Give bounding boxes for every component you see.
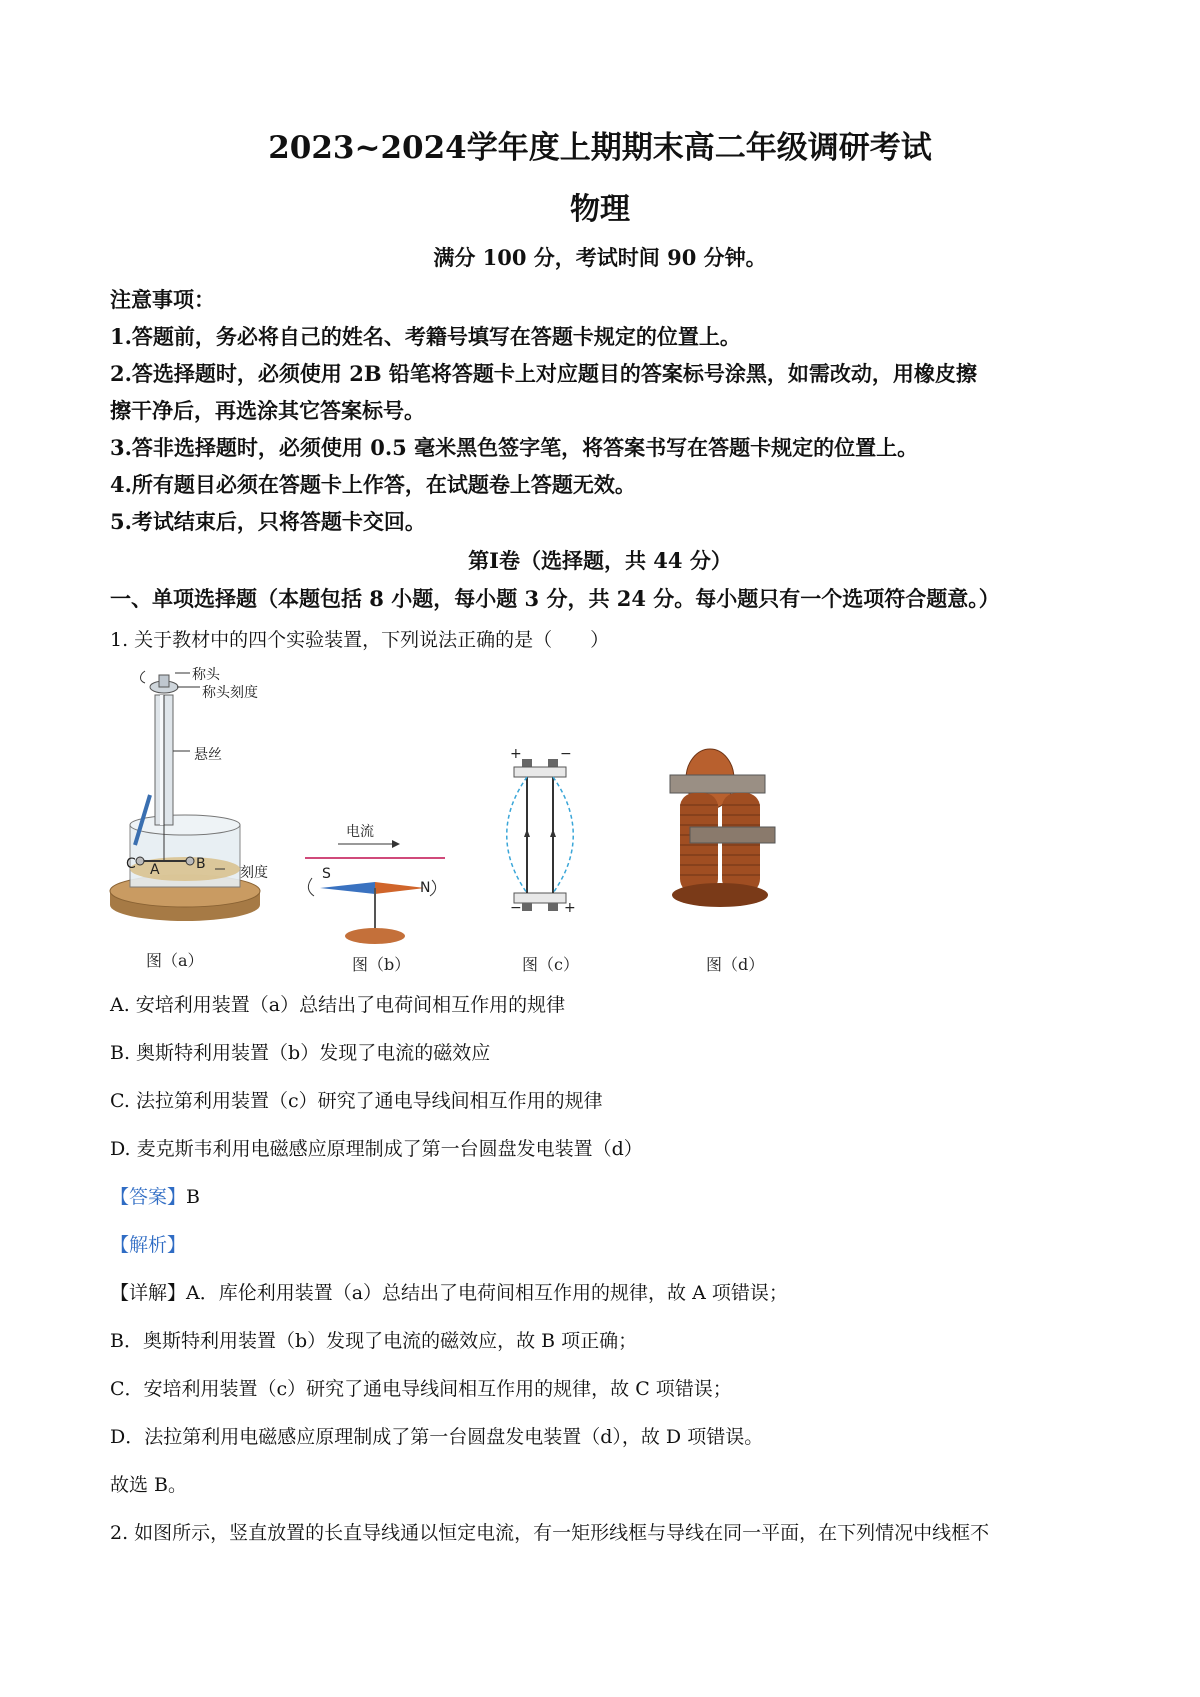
notice-item-1: 1.答题前，务必将自己的姓名、考籍号填写在答题卡规定的位置上。 (110, 324, 741, 349)
fig-a-label-head-scale: 称头刻度 (202, 685, 258, 701)
analysis-tag: 【解析】 (110, 1234, 187, 1256)
exam-title: 2023~2024学年度上期期末高二年级调研考试 (268, 130, 932, 166)
notice-item-4: 4.所有题目必须在答题卡上作答，在试题卷上答题无效。 (110, 472, 636, 497)
fig-a-label-dial: 刻度 (240, 865, 268, 881)
question-1-stem: 1. 关于教材中的四个实验装置，下列说法正确的是（ ） (110, 629, 610, 651)
option-B: B. 奥斯特利用装置（b）发现了电流的磁效应 (110, 1042, 491, 1064)
fig-b-label-current: 电流 (346, 824, 374, 840)
answer-value: B (186, 1186, 200, 1208)
volume-title: 第Ⅰ卷（选择题，共 44 分） (468, 548, 732, 573)
conclusion: 故选 B。 (110, 1474, 188, 1496)
fig-c-label-plus-bottom: + (564, 900, 576, 916)
fig-a-label-A: A (150, 862, 160, 878)
fig-c-label-plus-top: + (510, 746, 522, 762)
figure-a-torsion-balance (105, 665, 305, 930)
notice-item-5: 5.考试结束后，只将答题卡交回。 (110, 509, 426, 534)
notice-item-3: 3.答非选择题时，必须使用 0.5 毫米黑色签字笔，将答案书写在答题卡规定的位置上。 (110, 435, 919, 460)
option-A: A. 安培利用装置（a）总结出了电荷间相互作用的规律 (110, 994, 566, 1016)
subject-title: 物理 (570, 192, 630, 227)
fig-a-label-head: 称头 (192, 667, 220, 683)
caption-c: 图（c） (522, 955, 579, 974)
notice-item-2: 2.答选择题时，必须使用 2B 铅笔将答题卡上对应题目的答案标号涂黑，如需改动，用橡皮擦 (110, 361, 977, 386)
detail-B: B．奥斯特利用装置（b）发现了电流的磁效应，故 B 项正确； (110, 1330, 638, 1352)
fig-a-label-B: B (196, 856, 206, 872)
fig-a-label-C: C (126, 856, 136, 872)
answer-line (110, 1182, 200, 1209)
question-2-stem: 2. 如图所示，竖直放置的长直导线通以恒定电流，有一矩形线框与导线在同一平面，在下列情况中线框不 (110, 1522, 990, 1544)
part-title: 一、单项选择题（本题包括 8 小题，每小题 3 分，共 24 分。每小题只有一个选项符合题意。） (110, 586, 1000, 611)
fig-b-label-N: N (420, 880, 431, 896)
detail-A: 【详解】A．库伦利用装置（a）总结出了电荷间相互作用的规律，故 A 项错误； (110, 1282, 788, 1304)
figure-d-disc-generator (660, 745, 780, 915)
fig-c-label-minus-bottom: − (510, 900, 522, 916)
detail-D: D．法拉第利用电磁感应原理制成了第一台圆盘发电装置（d），故 D 项错误。 (110, 1426, 764, 1448)
caption-d: 图（d） (706, 955, 765, 974)
caption-a: 图（a） (146, 951, 204, 970)
fig-b-label-S: S (322, 866, 331, 882)
fig-a-label-wire: 悬丝 (194, 747, 222, 763)
caption-b: 图（b） (352, 955, 411, 974)
option-D: D. 麦克斯韦利用电磁感应原理制成了第一台圆盘发电装置（d） (110, 1138, 643, 1160)
fig-c-label-minus-top: − (560, 746, 572, 762)
answer-tag: 【答案】 (110, 1186, 187, 1208)
notice-item-2-cont: 擦干净后，再选涂其它答案标号。 (110, 398, 425, 423)
score-line: 满分 100 分，考试时间 90 分钟。 (433, 245, 767, 270)
option-C: C. 法拉第利用装置（c）研究了通电导线间相互作用的规律 (110, 1090, 603, 1112)
detail-C: C．安培利用装置（c）研究了通电导线间相互作用的规律，故 C 项错误； (110, 1378, 732, 1400)
notice-heading: 注意事项： (110, 287, 215, 312)
